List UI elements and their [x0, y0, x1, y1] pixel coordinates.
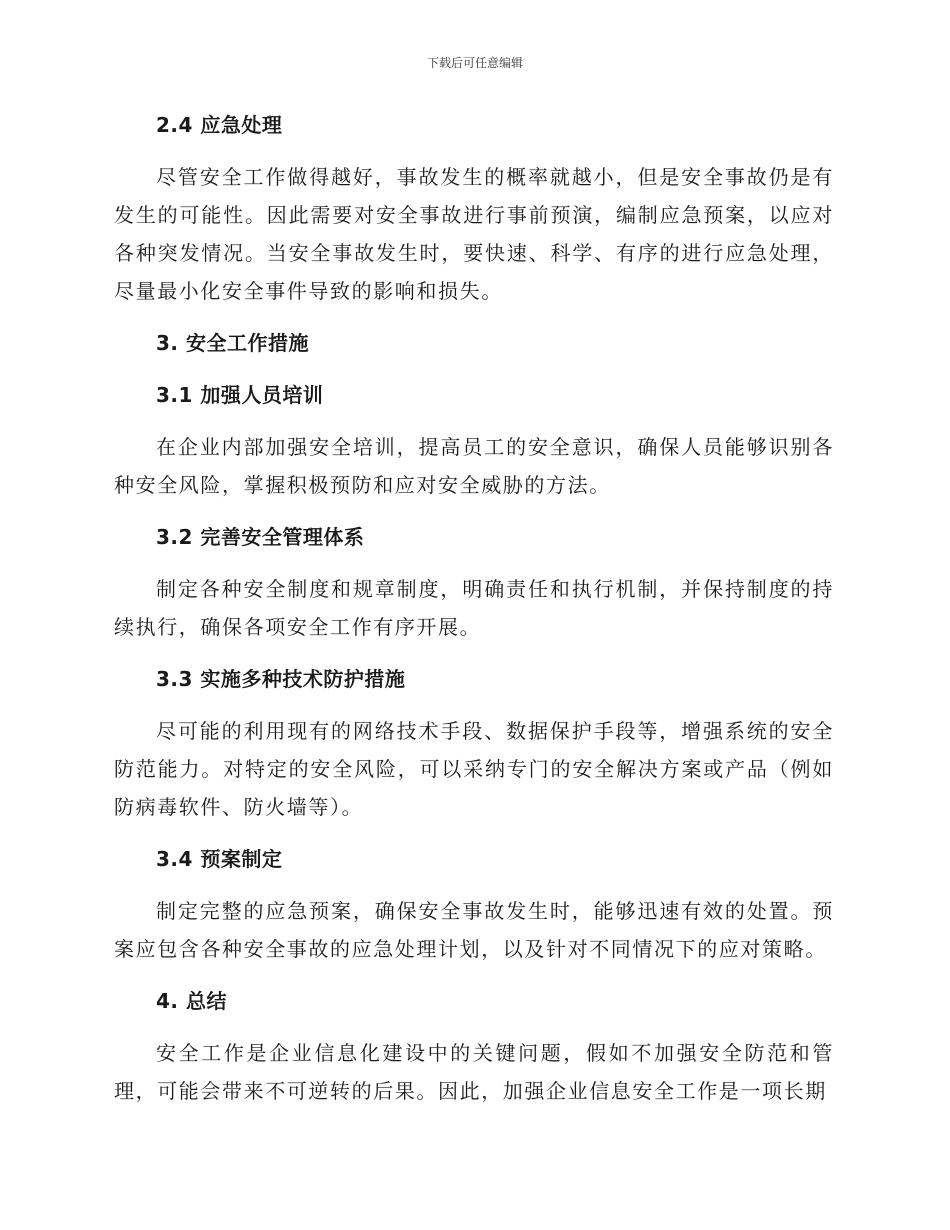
paragraph-emergency-handling: 尽管安全工作做得越好，事故发生的概率就越小，但是安全事故仍是有发生的可能性。因此需要对安全事故进行事前预演，编制应急预案，以应对各种突发情况。当安全事故发生时，要快速、科学、有序的进行应急处理，尽量最小化安全事件导致的影响和损失。: [114, 165, 834, 303]
paragraph-management-system: 制定各种安全制度和规章制度，明确责任和执行机制，并保持制度的持续执行，确保各项安全工作有序开展。: [114, 577, 834, 639]
section-heading-3: 3. 安全工作措施: [156, 331, 309, 355]
paragraph-technical-protection: 尽可能的利用现有的网络技术手段、数据保护手段等，增强系统的安全防范能力。对特定的安全风险，可以采纳专门的安全解决方案或产品（例如防病毒软件、防火墙等）。: [114, 719, 834, 819]
paragraph-staff-training: 在企业内部加强安全培训，提高员工的安全意识，确保人员能够识别各种安全风险，掌握积极预防和应对安全威胁的方法。: [114, 435, 834, 497]
document-body: [114, 106, 834, 1124]
section-heading-2-4: 2.4 应急处理: [156, 113, 283, 137]
paragraph-summary: 安全工作是企业信息化建设中的关键问题，假如不加强安全防范和管理，可能会带来不可逆转的后果。因此，加强企业信息安全工作是一项长期: [114, 1041, 834, 1103]
section-heading-3-3: 3.3 实施多种技术防护措施: [156, 667, 406, 691]
section-heading-4: 4. 总结: [156, 989, 227, 1013]
page-header-note: 下载后可任意编辑: [426, 56, 523, 70]
section-heading-3-2: 3.2 完善安全管理体系: [156, 525, 365, 549]
paragraph-plan-formulation: 制定完整的应急预案，确保安全事故发生时，能够迅速有效的处置。预案应包含各种安全事故的应急处理计划，以及针对不同情况下的应对策略。: [114, 899, 834, 961]
section-heading-3-4: 3.4 预案制定: [156, 847, 283, 871]
section-heading-3-1: 3.1 加强人员培训: [156, 383, 324, 407]
